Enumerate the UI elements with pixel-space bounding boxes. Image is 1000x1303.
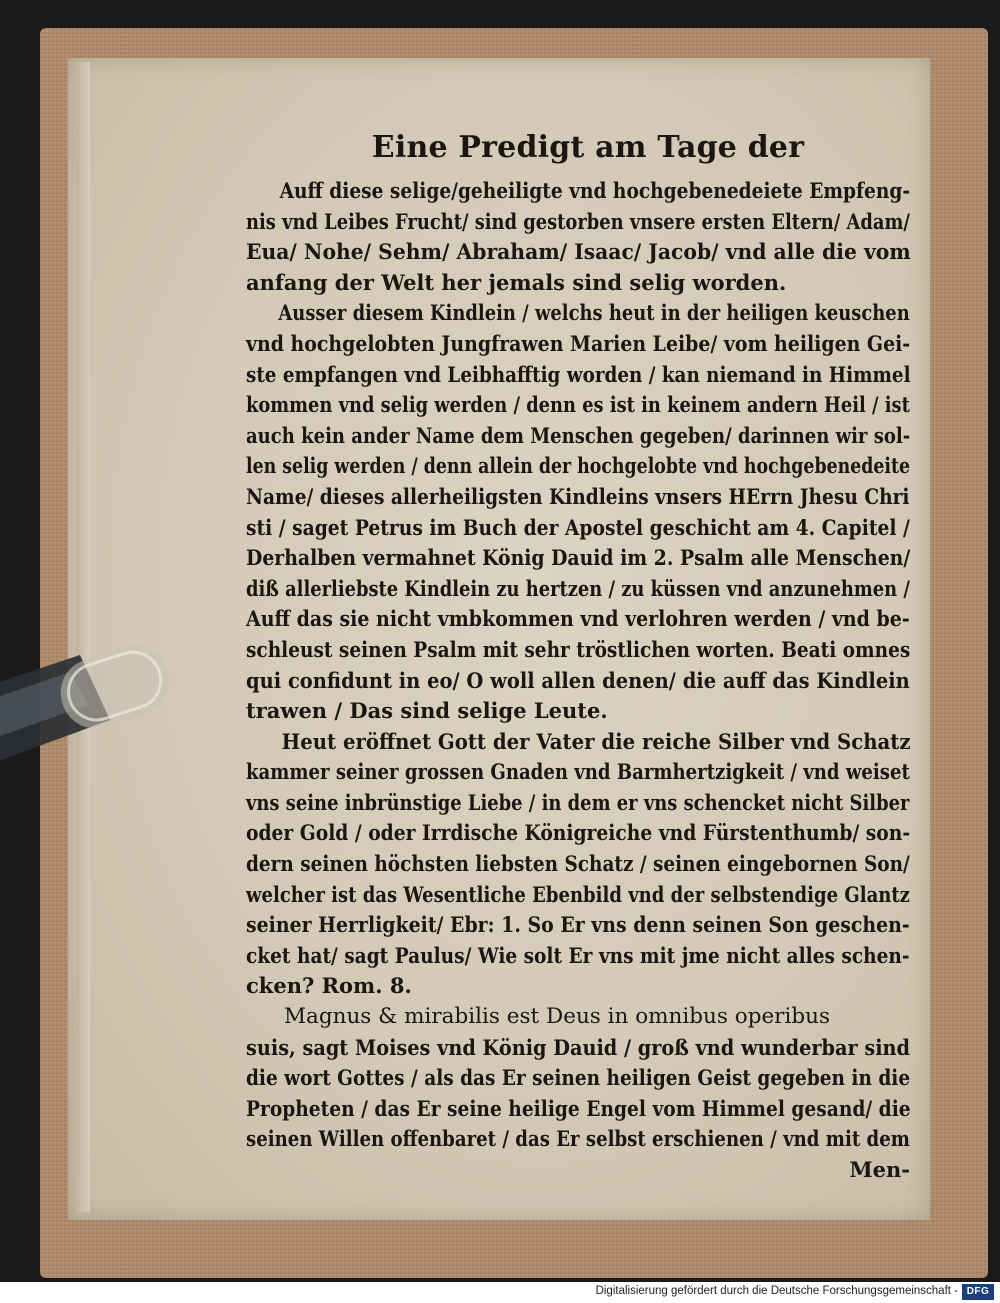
text-line: Propheten / das Er seine heilige Engel vom Himmel gesand/ die [246,1095,911,1121]
text-line: Auff das sie nicht vmbkommen vnd verlohren werden / vnd be- [246,606,910,632]
text-line: Name/ dieses allerheiligsten Kindleins vnsers HErrn Jhesu Chri [246,483,910,509]
text-line: vns seine inbrünstige Liebe / in dem er vns schencket nicht Silber [246,789,910,815]
text-line: seinen Willen offenbaret / das Er selbst erschienen / vnd mit dem [246,1126,910,1152]
page-text-block [246,128,910,1186]
magnifier-glass-tool [0,600,220,790]
text-line: die wort Gottes / als das Er seinen heiligen Geist gegeben in die [246,1065,911,1091]
text-line: dern seinen höchsten liebsten Schatz / seinen eingebornen Son/ [246,851,910,877]
text-line: Magnus & mirabilis est Deus in omnibus operibus [284,1004,830,1030]
text-line: suis, sagt Moises vnd König Dauid / groß vnd wunderbar sind [246,1034,911,1060]
footer-bar [0,1282,1000,1303]
text-line: Eua/ Nohe/ Sehm/ Abraham/ Isaac/ Jacob/ vnd alle die vom [246,239,911,265]
dfg-logo-icon: DFG [962,1284,994,1300]
text-line: oder Gold / oder Irrdische Königreiche vnd Fürstenthumb/ son- [246,820,911,846]
text-line: ste empfangen vnd Leibhafftig worden / kan niemand in Himmel [246,361,911,387]
text-line: schleust seinen Psalm mit sehr tröstlichen worten. Beati omnes [246,636,911,662]
text-line: sti / saget Petrus im Buch der Apostel geschicht am 4. Capitel / [246,514,910,540]
text-line: Derhalben vermahnet König Dauid im 2. Psalm alle Menschen/ [246,545,911,571]
text-line: seiner Herrligkeit/ Ebr: 1. So Er vns denn seinen Son geschen- [246,912,910,938]
text-line: kammer seiner grossen Gnaden vnd Barmhertzigkeit / vnd weiset [246,759,910,785]
text-line: Men- [849,1157,910,1182]
text-line: vnd hochgelobten Jungfrawen Marien Leibe/ vom heiligen Gei- [246,330,911,356]
text-line: nis vnd Leibes Frucht/ sind gestorben vnsere ersten Eltern/ Adam/ [246,208,910,234]
text-line: qui confidunt in eo/ O woll allen denen/ die auff das Kindlein [246,667,910,693]
text-line: auch kein ander Name dem Menschen gegeben/ darinnen wir sol- [246,422,911,448]
text-line: kommen vnd selig werden / denn es ist in keinem andern Heil / ist [246,392,910,418]
text-line: welcher ist das Wesentliche Ebenbild vnd der selbstendige Glantz [246,881,910,907]
text-line: Ausser diesem Kindlein / welchs heut in der heiligen keuschen [278,300,910,326]
text-line: Heut eröffnet Gott der Vater die reiche Silber vnd Schatz [281,728,911,754]
text-line: len selig werden / denn allein der hochgelobte vnd hochgebenedeite [246,453,911,479]
text-line: cket hat/ sagt Paulus/ Wie solt Er vns mit jme nicht alles schen- [246,942,910,968]
text-line: trawen / Das sind selige Leute. [246,698,608,724]
footer-credit-text: Digitalisierung gefördert durch die Deutsche Forschungsgemeinschaft - [595,1285,958,1297]
text-line: anfang der Welt her jemals sind selig worden. [246,269,787,295]
text-line: cken? Rom. 8. [246,973,412,999]
text-line: Auff diese selige/geheiligte vnd hochgebenedeiete Empfeng- [279,178,911,203]
text-line: diß allerliebste Kindlein zu hertzen / zu küssen vnd anzunehmen / [246,575,910,601]
page-heading: Eine Predigt am Tage der [371,130,805,165]
text-lines [246,176,910,1186]
